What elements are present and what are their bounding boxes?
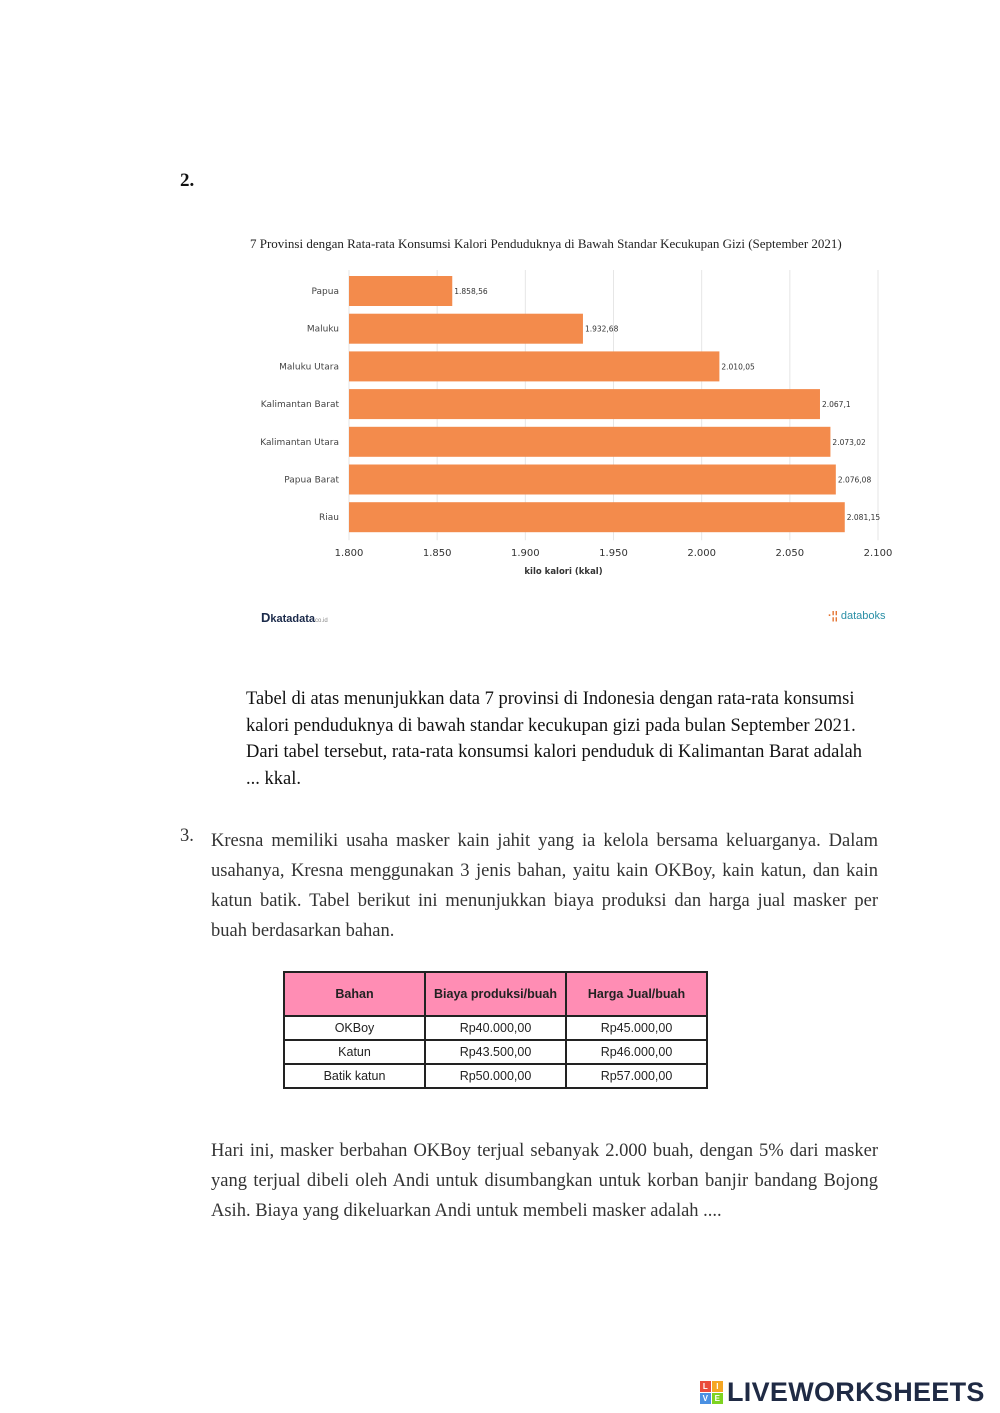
price-table — [283, 971, 708, 1089]
table-cell: Rp57.000,00 — [566, 1064, 707, 1088]
liveworksheets-logo[interactable] — [700, 1377, 985, 1408]
chart-tick-label: 1.850 — [422, 548, 452, 560]
table-cell: Rp43.500,00 — [425, 1040, 566, 1064]
chart-data-label: 1.858,56 — [454, 287, 488, 296]
databoks-logo — [828, 610, 886, 622]
table-header: Bahan — [284, 972, 425, 1016]
chart-tick-label: 2.000 — [687, 548, 716, 560]
databoks-icon: ·¦¦ — [828, 610, 838, 622]
table-header: Harga Jual/buah — [566, 972, 707, 1016]
databoks-text: databoks — [840, 610, 886, 622]
table-row — [284, 1064, 707, 1088]
chart-bar — [349, 314, 583, 344]
chart-bar — [349, 276, 452, 306]
table-cell: Katun — [284, 1040, 425, 1064]
chart-tick-label: 1.800 — [334, 548, 364, 560]
chart-bar — [349, 351, 719, 381]
question-3-text: Kresna memiliki usaha masker kain jahit yang ia kelola bersama keluarganya. Dalam usahanya, Kresna menggunakan 3 jenis bahan, yaitu kain OKBoy, kain katun, dan kain katun batik. Tabel berikut ini menunjukkan biaya produksi dan harga jual masker per buah berdasarkan bahan. — [211, 831, 878, 941]
chart-category-label: Riau — [319, 513, 339, 524]
chart-tick-label: 1.950 — [599, 548, 628, 560]
chart-category-label: Kalimantan Utara — [260, 437, 339, 448]
table-header-row — [284, 972, 707, 1016]
bar-chart — [245, 262, 895, 582]
question-2-number: 2. — [180, 170, 195, 191]
table-cell: Rp50.000,00 — [425, 1064, 566, 1088]
katadata-sub: co.id — [315, 618, 328, 624]
chart-tick-label: 2.100 — [863, 548, 893, 560]
chart-category-label: Maluku Utara — [279, 362, 339, 373]
chart-data-label: 2.073,02 — [832, 437, 866, 447]
chart-data-label: 1.932,68 — [584, 324, 619, 334]
question-2-text: Tabel di atas menunjukkan data 7 provinsi di Indonesia dengan rata-rata konsumsi kalori penduduknya di bawah standar kecukupan gizi pada bulan September 2021. Dari tabel tersebut, rata-rata konsumsi kalori penduduk di Kalimantan Barat adalah ... kkal. — [246, 689, 862, 789]
chart-data-label: 2.076,08 — [837, 475, 872, 485]
table-cell: Batik katun — [284, 1064, 425, 1088]
question-3-text-2: Hari ini, masker berbahan OKBoy terjual sebanyak 2.000 buah, dengan 5% dari masker yang terjual dibeli oleh Andi untuk disumbangkan untuk korban banjir bandang Bojong Asih. Biaya yang dikeluarkan Andi untuk membeli masker adalah .... — [211, 1141, 878, 1221]
table-cell: Rp46.000,00 — [566, 1040, 707, 1064]
chart-bar — [349, 465, 836, 495]
question-3-number: 3. — [180, 826, 194, 846]
table-cell: Rp45.000,00 — [566, 1016, 707, 1040]
table-header: Biaya produksi/buah — [425, 972, 566, 1016]
chart-category-label: Papua — [311, 287, 339, 297]
chart-category-label: Papua Barat — [284, 475, 339, 486]
chart-tick-label: 1.900 — [511, 548, 540, 560]
chart-x-axis-label: kilo kalori (kkal) — [524, 567, 603, 578]
chart-tick-label: 2.050 — [775, 548, 805, 560]
table-row — [284, 1016, 707, 1040]
chart-title: 7 Provinsi dengan Rata-rata Konsumsi Kalori Penduduknya di Bawah Standar Kecukupan Gizi (September 2021) — [250, 236, 842, 251]
liveworksheets-text: LIVEWORKSHEETS — [727, 1377, 985, 1407]
chart-bar — [349, 502, 845, 532]
chart-bar — [349, 389, 820, 419]
chart-data-label: 2.067,1 — [821, 400, 851, 410]
katadata-text: katadata — [270, 613, 316, 625]
chart-bar — [349, 427, 830, 457]
chart-category-label: Maluku — [306, 324, 339, 335]
chart-data-label: 2.010,05 — [721, 362, 755, 372]
table-cell: Rp40.000,00 — [425, 1016, 566, 1040]
chart-category-label: Kalimantan Barat — [260, 400, 339, 411]
chart-data-label: 2.081,15 — [846, 513, 881, 523]
katadata-logo — [261, 610, 328, 625]
table-cell: OKBoy — [284, 1016, 425, 1040]
liveworksheets-icon: L I V E — [700, 1381, 723, 1404]
katadata-mark: D — [261, 610, 271, 625]
table-row — [284, 1040, 707, 1064]
